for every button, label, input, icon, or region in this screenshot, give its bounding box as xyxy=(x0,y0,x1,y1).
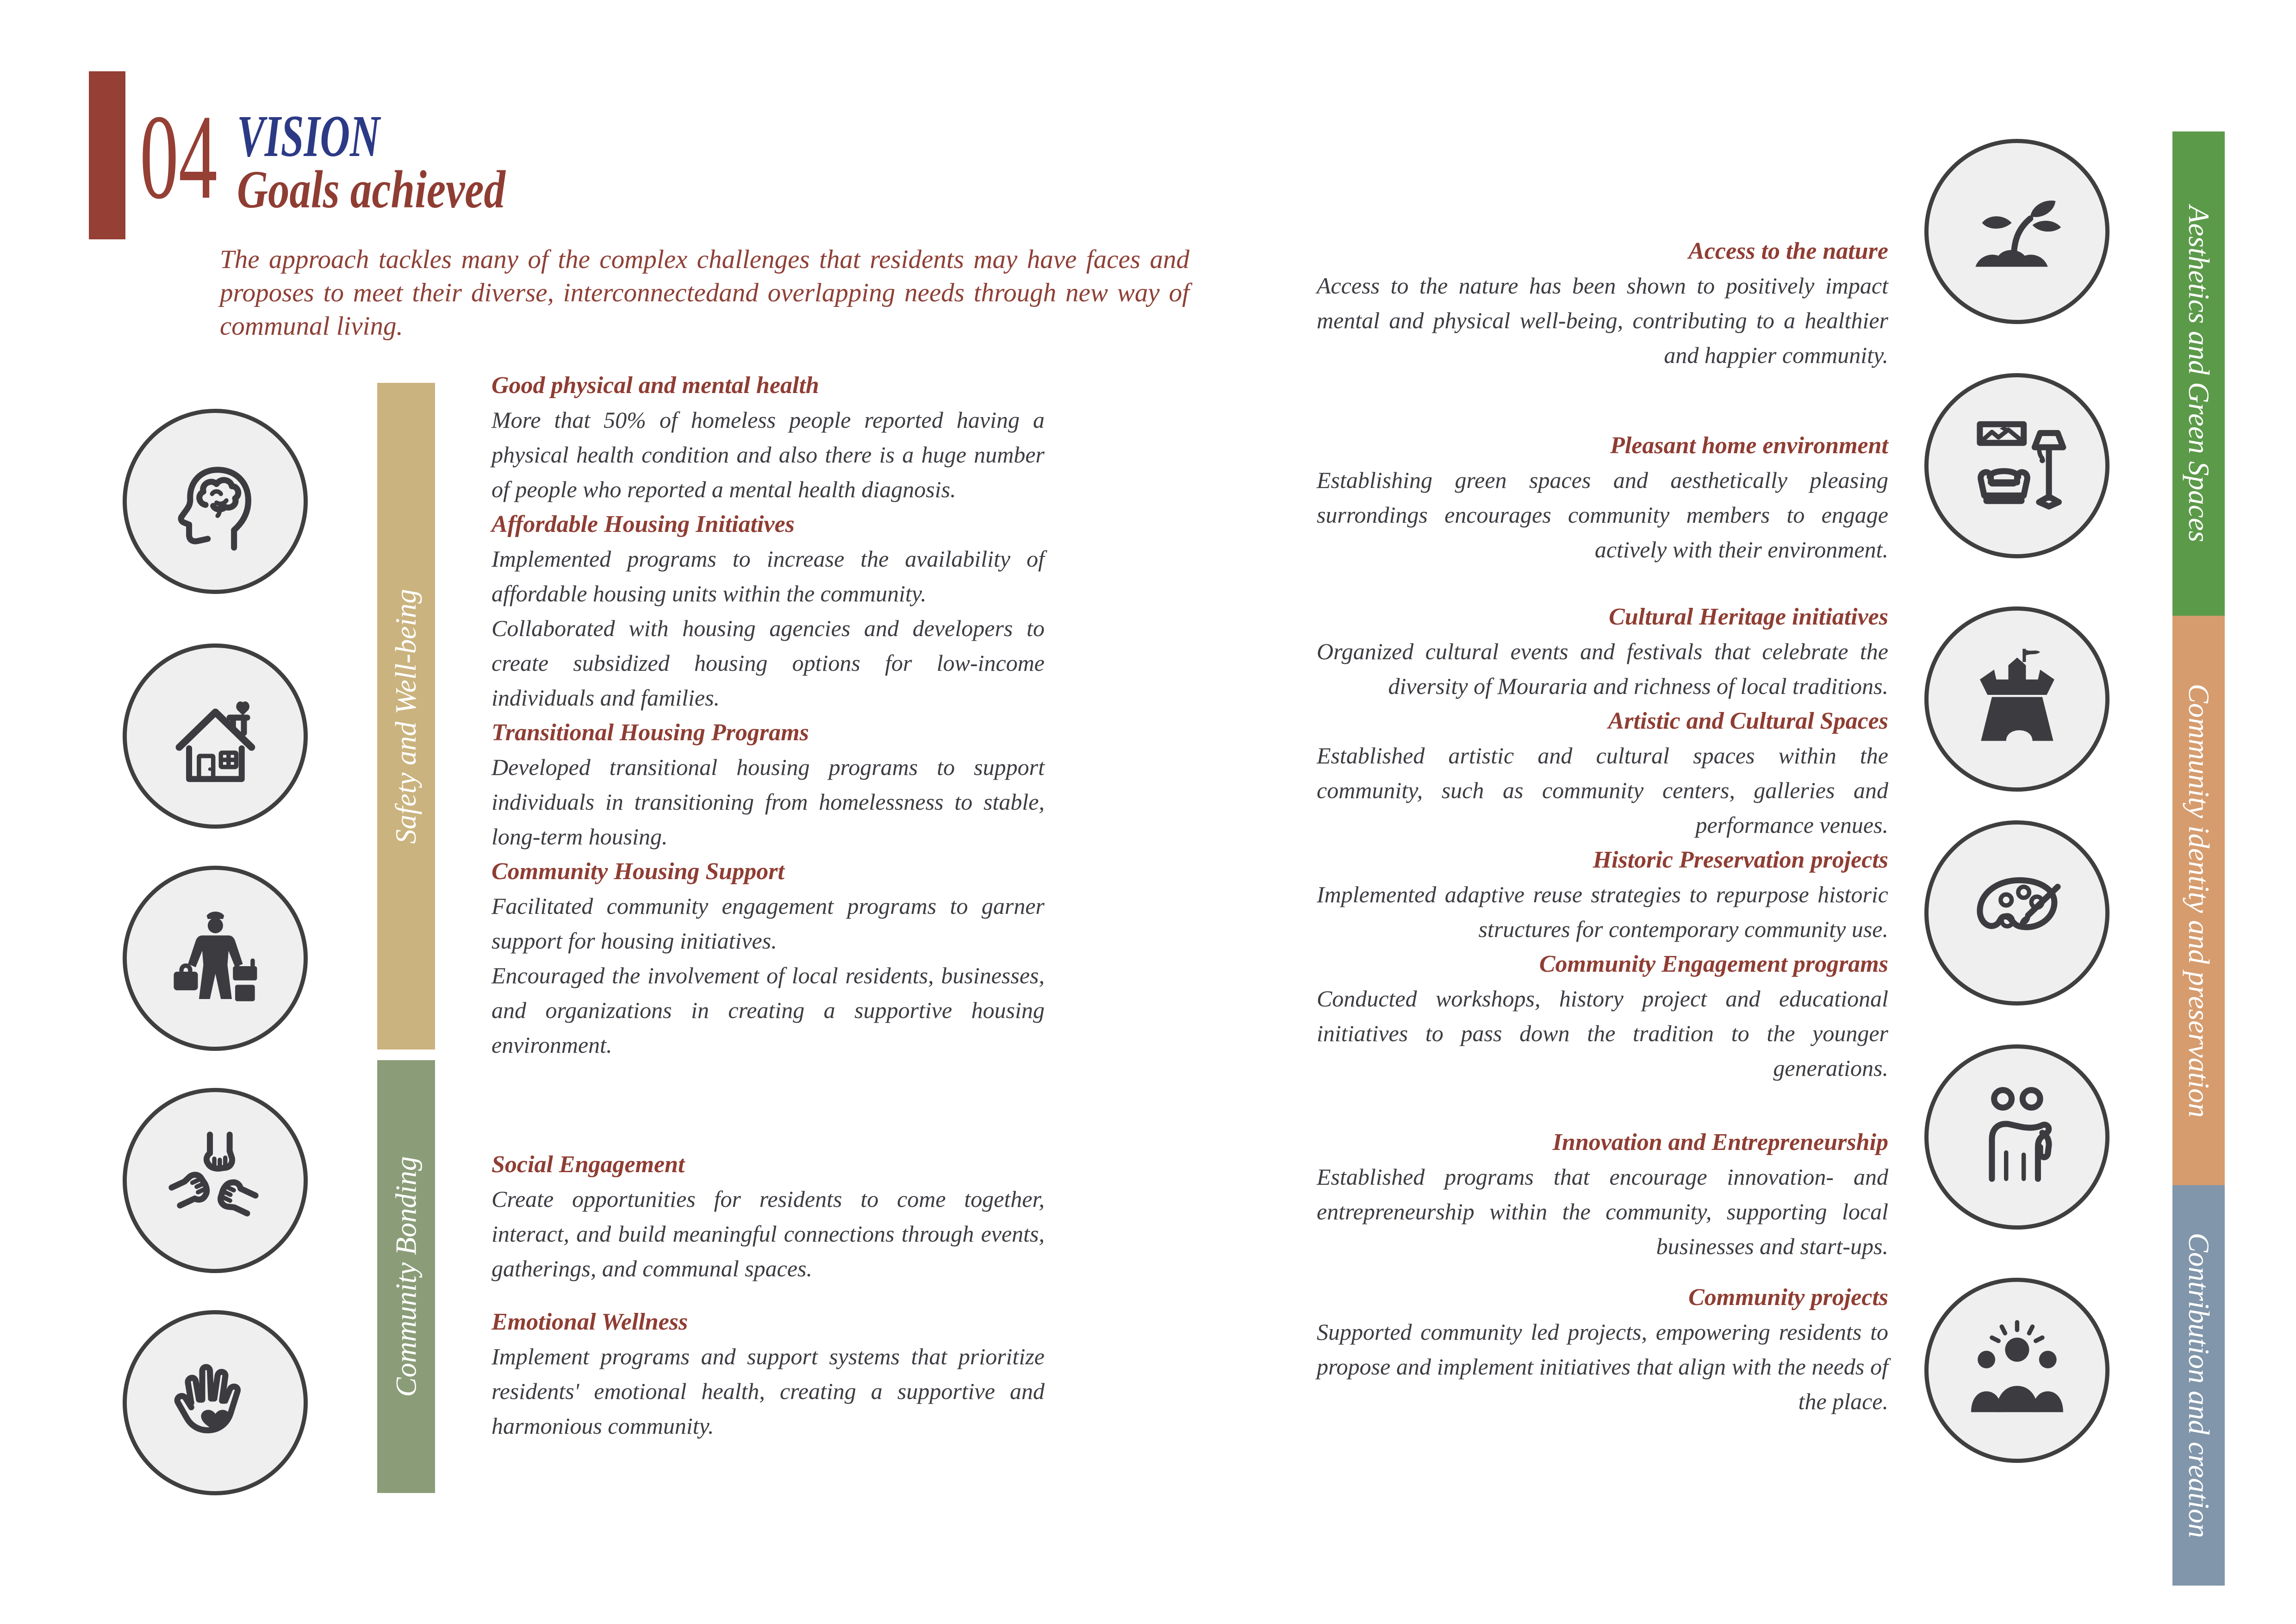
section-innovation-and-entrepreneurship xyxy=(1317,1125,1888,1264)
section-emotional-wellness xyxy=(492,1305,1045,1443)
category-bar-safety-well-being xyxy=(377,383,435,1049)
section-paragraph: Create opportunities for residents to come together, interact, and build meaningful connections through events, gatherings, and communal spaces. xyxy=(492,1186,1045,1281)
category-bar-community-bonding xyxy=(377,1060,435,1493)
section-heading: Affordable Housing Initiatives xyxy=(492,511,795,537)
section-social-engagement xyxy=(492,1147,1045,1286)
section-heading: Pleasant home environment xyxy=(1610,432,1888,459)
house-heart-icon xyxy=(161,681,270,791)
section-pleasant-home-environment xyxy=(1317,428,1888,567)
section-heading: Cultural Heritage initiatives xyxy=(1609,604,1888,630)
icon-circle-mental-health xyxy=(123,409,308,594)
section-paragraph: Establishing green spaces and aesthetically pleasing surrondings encourages community members to engage actively with their environment. xyxy=(1317,467,1888,562)
section-heading: Community projects xyxy=(1688,1284,1888,1311)
section-paragraph: Established artistic and cultural spaces within the community, such as community centers, galleries and performance venues. xyxy=(1317,743,1888,838)
left-text-column-bonding xyxy=(492,1147,1045,1443)
icon-circle-home-furniture xyxy=(1924,373,2109,558)
section-historic-preservation-projects xyxy=(1317,843,1888,947)
icon-circle-palette xyxy=(1924,820,2109,1006)
section-transitional-housing-programs xyxy=(492,715,1045,854)
team-leader-icon xyxy=(1962,1316,2072,1425)
section-affordable-housing-initiatives xyxy=(492,507,1045,715)
section-paragraph: Facilitated community engagement programs to garner support for housing initiatives. xyxy=(492,893,1045,954)
category-bar-label: Aesthetics and Green Spaces xyxy=(2183,205,2215,542)
page-title: VISION xyxy=(237,103,380,169)
section-artistic-and-cultural-spaces xyxy=(1317,704,1888,843)
section-paragraph: Collaborated with housing agencies and developers to create subsidized housing options for low-income individuals and families. xyxy=(492,615,1045,711)
person-luggage-icon xyxy=(161,904,270,1013)
section-access-to-the-nature xyxy=(1317,234,1888,373)
section-heading: Community Housing Support xyxy=(492,858,784,885)
icon-circle-person-luggage xyxy=(123,866,308,1051)
section-paragraph: Access to the nature has been shown to positively impact mental and physical well-being, contributing to a healthier and happier community. xyxy=(1317,273,1888,368)
section-heading: Artistic and Cultural Spaces xyxy=(1608,708,1888,734)
right-text-column xyxy=(1317,234,1888,1419)
left-text-column xyxy=(492,368,1045,1062)
icon-circle-hands-together xyxy=(123,1088,308,1273)
icon-circle-team-leader xyxy=(1924,1278,2109,1463)
section-heading: Innovation and Entrepreneurship xyxy=(1552,1129,1888,1156)
section-heading: Historic Preservation projects xyxy=(1593,847,1888,873)
section-heading: Emotional Wellness xyxy=(492,1309,688,1335)
icon-circle-castle xyxy=(1924,606,2109,792)
section-heading: Social Engagement xyxy=(492,1151,685,1178)
section-heading: Access to the nature xyxy=(1688,238,1888,264)
category-bar-label: Community Bonding xyxy=(390,1156,423,1397)
intro-paragraph: The approach tackles many of the complex challenges that residents may have faces and proposes to meet their diverse, interconnectedand overlapping needs through new way of communal living. xyxy=(220,245,1189,341)
home-furniture-icon xyxy=(1962,411,2072,521)
section-heading: Transitional Housing Programs xyxy=(492,719,809,746)
section-heading: Good physical and mental health xyxy=(492,372,819,399)
section-number: 04 xyxy=(140,90,218,224)
category-bar-aesthetics-green-spaces xyxy=(2172,131,2225,616)
plant-sprout-icon xyxy=(1962,177,2072,287)
section-paragraph: Organized cultural events and festivals that celebrate the diversity of Mouraria and richness of local traditions. xyxy=(1317,638,1888,699)
section-community-engagement-programs xyxy=(1317,947,1888,1086)
section-paragraph: Developed transitional housing programs to support individuals in transitioning from homelessness to stable, long-term housing. xyxy=(492,754,1045,849)
section-paragraph: Established programs that encourage innovation- and entrepreneurship within the community, supporting local businesses and start-ups. xyxy=(1317,1164,1888,1259)
hands-together-icon xyxy=(161,1126,270,1236)
category-bar-label: Safety and Well-being xyxy=(390,588,423,844)
section-paragraph: Implemented programs to increase the availability of affordable housing units within the community. xyxy=(492,546,1045,606)
section-good-physical-and-mental-health xyxy=(492,368,1045,507)
category-bar-contribution-creation xyxy=(2172,1185,2225,1586)
icon-circle-hand-heart xyxy=(123,1310,308,1495)
category-bar-label: Contribution and creation xyxy=(2183,1232,2215,1538)
section-paragraph: Implement programs and support systems that prioritize residents' emotional health, creating a supportive and harmonious community. xyxy=(492,1343,1045,1439)
accent-bar xyxy=(89,71,125,239)
section-community-housing-support xyxy=(492,854,1045,1062)
icon-circle-house-heart xyxy=(123,643,308,829)
section-cultural-heritage-initiatives xyxy=(1317,600,1888,704)
palette-icon xyxy=(1962,858,2072,968)
category-bar-label: Community identity and preservation xyxy=(2183,683,2215,1118)
section-paragraph: Encouraged the involvement of local residents, businesses, and organizations in creating a supportive housing environment. xyxy=(492,962,1045,1058)
icon-circle-plant-sprout xyxy=(1924,139,2109,324)
section-paragraph: Conducted workshops, history project and educational initiatives to pass down the tradition to the younger generations. xyxy=(1317,986,1888,1081)
hand-heart-icon xyxy=(161,1348,270,1458)
section-paragraph: Supported community led projects, empowering residents to propose and implement initiatives that align with the needs of the place. xyxy=(1317,1319,1888,1414)
friends-icon xyxy=(1962,1082,2072,1192)
section-heading: Community Engagement programs xyxy=(1539,951,1888,977)
castle-icon xyxy=(1962,644,2072,754)
page-subtitle: Goals achieved xyxy=(237,160,505,219)
section-paragraph: Implemented adaptive reuse strategies to repurpose historic structures for contemporary community use. xyxy=(1317,881,1888,942)
section-paragraph: More that 50% of homeless people reported having a physical health condition and also there is a huge number of people who reported a mental health diagnosis. xyxy=(492,407,1045,502)
icon-circle-friends xyxy=(1924,1044,2109,1230)
mental-health-head-icon xyxy=(161,447,270,556)
section-community-projects xyxy=(1317,1280,1888,1419)
category-bar-community-identity-preservation xyxy=(2172,616,2225,1185)
